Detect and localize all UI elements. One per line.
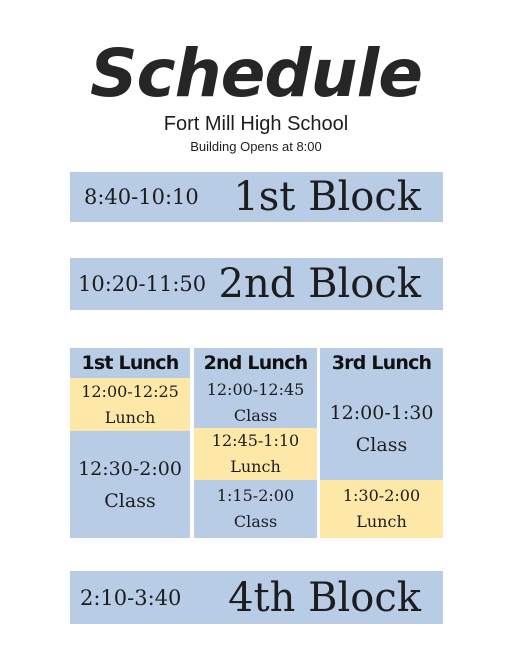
first-lunch-lunch-cell: [70, 378, 190, 431]
third-lunch-lunch-time: 1:30-2:00: [342, 486, 421, 505]
second-lunch-lunch-label: Lunch: [230, 457, 281, 476]
second-lunch-class2-label: Class: [233, 512, 278, 531]
first-lunch-class-time: 12:30-2:00: [78, 457, 182, 480]
third-lunch-header: 3rd Lunch: [320, 348, 443, 378]
second-lunch-header: 2nd Lunch: [194, 348, 317, 378]
fourth-block-row: [70, 571, 443, 624]
second-block-name: 2nd Block: [218, 261, 421, 307]
third-lunch-lunch-cell: [320, 480, 443, 538]
first-lunch-class-cell: [70, 431, 190, 538]
third-lunch-lunch-label: Lunch: [356, 512, 407, 531]
second-lunch-class1-label: Class: [233, 406, 278, 425]
page-title: Schedule: [89, 35, 423, 112]
second-lunch-lunch-cell: [194, 428, 317, 480]
third-lunch-class-cell: [320, 378, 443, 480]
school-name: Fort Mill High School: [163, 113, 349, 135]
first-lunch-class-label: Class: [104, 489, 156, 512]
building-opens-note: Building Opens at 8:00: [190, 139, 322, 154]
first-lunch-lunch-time: 12:00-12:25: [81, 381, 179, 401]
first-block-row: [70, 172, 443, 222]
first-lunch-lunch-label: Lunch: [104, 407, 156, 427]
first-lunch-header: 1st Lunch: [70, 348, 190, 378]
fourth-block-name: 4th Block: [228, 574, 421, 621]
third-lunch-class-label: Class: [355, 434, 408, 456]
third-lunch-class-time: 12:00-1:30: [329, 402, 434, 424]
second-lunch-class1-time: 12:00-12:45: [206, 380, 305, 399]
second-block-row: [70, 258, 443, 310]
first-block-name: 1st Block: [233, 174, 421, 220]
second-lunch-class1-cell: [194, 378, 317, 428]
fourth-block-time: 2:10-3:40: [80, 585, 182, 610]
second-lunch-lunch-time: 12:45-1:10: [211, 431, 300, 450]
first-block-time: 8:40-10:10: [84, 185, 199, 209]
second-lunch-class2-cell: [194, 480, 317, 538]
second-lunch-class2-time: 1:15-2:00: [216, 486, 295, 505]
second-block-time: 10:20-11:50: [78, 272, 207, 296]
